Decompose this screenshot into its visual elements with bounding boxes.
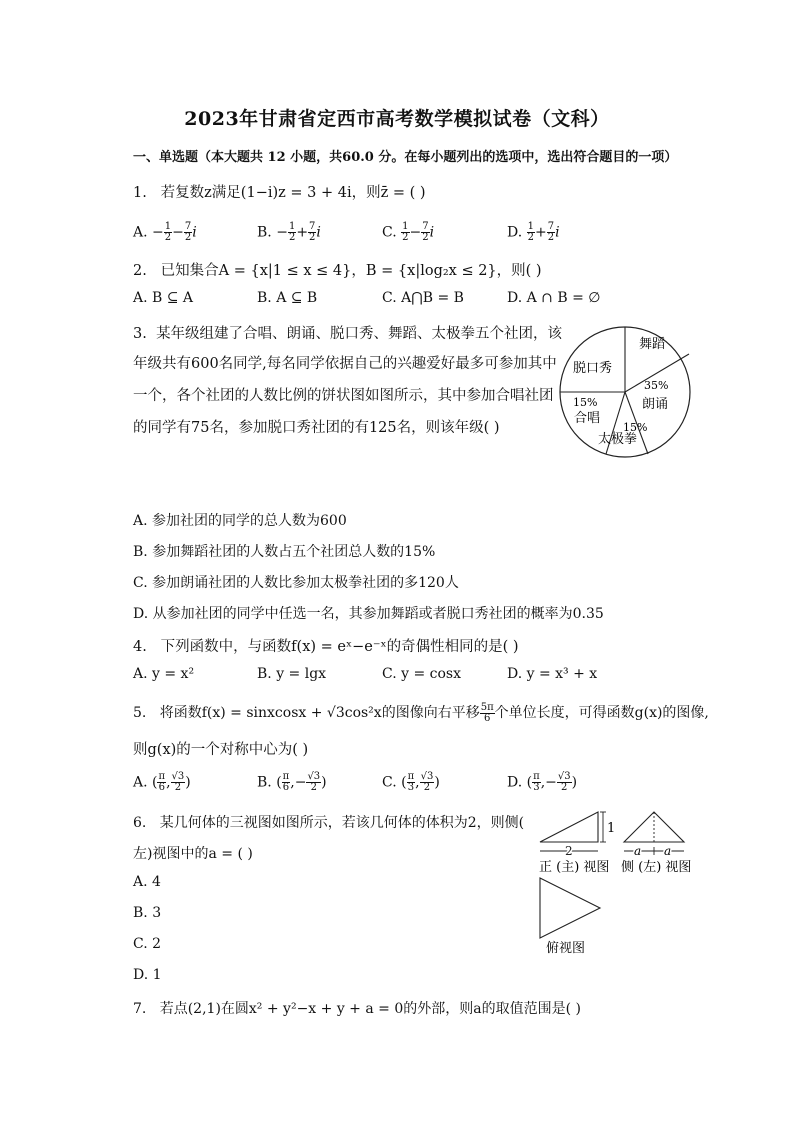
question-3-line-1: 3. 某年级组建了合唱、朗诵、脱口秀、舞蹈、太极拳五个社团，该 [133, 326, 563, 342]
shift-fraction: $\frac{5\pi}{6}$ [480, 701, 494, 724]
q5-option-c[interactable]: C. ( $\frac{\pi}{3}$ , $\frac{√3}{2}$ ) [382, 771, 440, 793]
q6-option-c[interactable]: C. 2 [133, 936, 162, 952]
question-5: 5. 将函数f(x) = sinxcosx + √3cos²x的图像向右平移 $\frac{5\pi}{6}$ 个单位长度，可得函数g(x)的图像, [133, 701, 709, 724]
question-number: 2. [133, 263, 147, 279]
question-number: 1. [133, 185, 147, 201]
q4-option-c[interactable]: C. y = cosx [382, 666, 462, 682]
question-stem: 下列函数中，与函数f(x) = eˣ−e⁻ˣ的奇偶性相同的是( ) [160, 639, 519, 655]
q3-option-a[interactable]: A. 参加社团的同学的总人数为600 [133, 513, 347, 529]
q6-option-d[interactable]: D. 1 [133, 967, 162, 983]
pie-label-choir: 合唱 [574, 411, 601, 426]
pie-label-dance: 舞蹈 [639, 337, 666, 352]
pie-label-talkshow: 脱口秀 [573, 361, 613, 376]
question-3-line-3: 一个，各个社团的人数比例的饼状图如图所示，其中参加合唱社团 [133, 388, 554, 404]
q5-option-a[interactable]: A. ( $\frac{\pi}{6}$ , $\frac{√3}{2}$ ) [133, 771, 191, 793]
q2-option-c[interactable]: C. A⋂B = B [382, 290, 464, 306]
q2-option-d[interactable]: D. A ∩ B = ∅ [507, 290, 601, 306]
question-stem: 若点(2,1)在圆x² + y²−x + y + a = 0的外部，则a的取值范围是( ) [159, 1001, 581, 1017]
question-4 [133, 635, 519, 656]
q5-option-d[interactable]: D. ( $\frac{\pi}{3}$ ,− $\frac{√3}{2}$ ) [507, 771, 578, 793]
q4-option-a[interactable]: A. y = x² [133, 666, 195, 682]
section-heading: 一、单选题（本大题共 12 小题，共60.0 分。在每小题列出的选项中，选出符合题目的一项） [133, 150, 678, 165]
q4-option-b[interactable]: B. y = lgx [257, 666, 327, 682]
q1-option-c[interactable]: C. $\frac{1}{2}$ − $\frac{7}{2}$ i [382, 221, 435, 243]
q3-option-c[interactable]: C. 参加朗诵社团的人数比参加太极拳社团的多120人 [133, 575, 459, 591]
question-3-line-4: 的同学有75名，参加脱口秀社团的有125名，则该年级( ) [133, 420, 500, 436]
side-view-label: 侧 (左) 视图 [621, 860, 692, 875]
question-number: 7. [133, 1001, 147, 1017]
question-number: 5. [133, 705, 147, 721]
question-number: 4. [133, 639, 147, 655]
q1-option-b[interactable]: B. − $\frac{1}{2}$ + $\frac{7}{2}$ i [257, 221, 321, 243]
front-view-shape [540, 812, 598, 842]
question-6-line-2: 左)视图中的a = ( ) [133, 846, 253, 862]
pie-label-recite: 朗诵 [642, 397, 669, 412]
question-1 [133, 181, 426, 202]
question-5-line-2: 则g(x)的一个对称中心为( ) [133, 742, 309, 758]
question-stem: 已知集合A = {x|1 ≤ x ≤ 4}，B = {x|log₂x ≤ 2}，则( ) [160, 263, 542, 279]
q3-option-b[interactable]: B. 参加舞蹈社团的人数占五个社团总人数的15% [133, 544, 436, 560]
question-number: 3. [133, 326, 147, 342]
q4-option-d[interactable]: D. y = x³ + x [507, 666, 598, 682]
pie-label-recite-pct: 35% [644, 379, 669, 392]
q6-option-b[interactable]: B. 3 [133, 905, 162, 921]
q2-option-a[interactable]: A. B ⊆ A [133, 290, 194, 306]
dim-label-a-right: a [664, 844, 672, 858]
pie-label-taichi: 太极拳 [598, 432, 638, 447]
question-stem: 若复数z满足(1−i)z = 3 + 4i，则z̄ = ( ) [160, 185, 426, 201]
q2-option-b[interactable]: B. A ⊆ B [257, 290, 318, 306]
top-view-label: 俯视图 [546, 941, 586, 956]
question-6: 6. 某几何体的三视图如图所示，若该几何体的体积为2，则侧( [133, 815, 525, 831]
page-title: 2023年甘肃省定西市高考数学模拟试卷（文科） [184, 108, 610, 130]
front-view-label: 正 (主) 视图 [539, 860, 610, 875]
top-view-shape [540, 878, 600, 938]
question-2 [133, 259, 542, 280]
dim-label-1: 1 [607, 821, 616, 836]
question-3-line-2: 年级共有600名同学,每名同学依据自己的兴趣爱好最多可参加其中 [133, 356, 557, 372]
q6-option-a[interactable]: A. 4 [133, 874, 161, 890]
q1-option-a[interactable]: A. − $\frac{1}{2}$ − $\frac{7}{2}$ i [133, 221, 197, 243]
dim-label-a-left: a [634, 844, 642, 858]
q5-option-b[interactable]: B. ( $\frac{\pi}{6}$ ,− $\frac{√3}{2}$ ) [257, 771, 327, 793]
q1-option-d[interactable]: D. $\frac{1}{2}$ + $\frac{7}{2}$ i [507, 221, 560, 243]
question-number: 6. [133, 815, 147, 831]
dim-label-2: 2 [565, 844, 573, 858]
club-pie-chart [556, 324, 696, 460]
three-view-figure [530, 806, 710, 956]
q3-option-d[interactable]: D. 从参加社团的同学中任选一名，其参加舞蹈或者脱口秀社团的概率为0.35 [133, 606, 604, 622]
pie-label-taichi-pct: 15% [623, 421, 648, 434]
pie-label-choir-pct: 15% [573, 396, 598, 409]
question-7 [133, 998, 581, 1018]
